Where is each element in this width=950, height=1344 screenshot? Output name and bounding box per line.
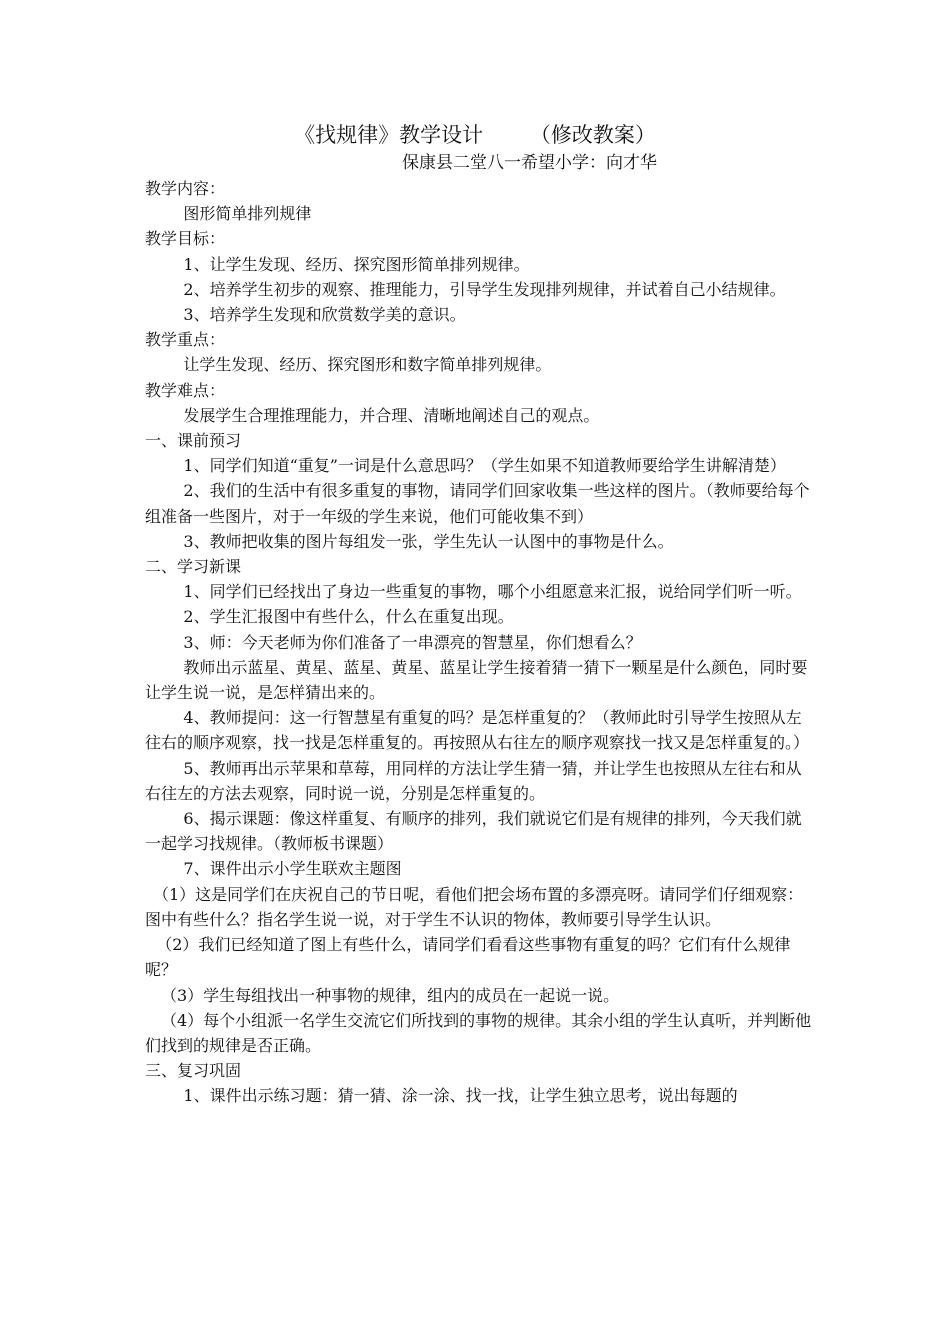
paragraph: 1、让学生发现、经历、探究图形简单排列规律。 xyxy=(183,254,530,274)
section-heading: 教学目标： xyxy=(145,229,226,249)
paragraph: 2、学生汇报图中有些什么，什么在重复出现。 xyxy=(183,607,514,627)
paragraph: 4、教师提问：这一行智慧星有重复的吗？是怎样重复的？（教师此时引导学生按照从左往右的顺序观察，找一找是怎样重复的。再按照从右往左的顺序观察找一找又是怎样重复的。） xyxy=(145,708,810,753)
document-title: 《找规律》教学设计 （修改教案） xyxy=(294,123,656,147)
section-heading: 二、学习新课 xyxy=(145,557,242,577)
paragraph: 发展学生合理推理能力，并合理、清晰地阐述自己的观点。 xyxy=(183,405,600,425)
paragraph: 6、揭示课题：像这样重复、有顺序的排列，我们就说它们是有规律的排列，今天我们就一起学习找规律。（教师板书课题） xyxy=(145,809,802,854)
paragraph: 5、教师再出示苹果和草莓，用同样的方法让学生猜一猜，并让学生也按照从左往右和从右往左的方法去观察，同时说一说，分别是怎样重复的。 xyxy=(145,758,802,803)
paragraph: 1、同学们已经找出了身边一些重复的事物，哪个小组愿意来汇报，说给同学们听一听。 xyxy=(183,582,802,602)
document-body xyxy=(145,176,815,1109)
author-line: 保康县二堂八一希望小学：向才华 xyxy=(402,153,657,173)
section-heading: 三、复习巩固 xyxy=(145,1061,242,1081)
paragraph: 图形简单排列规律 xyxy=(183,204,312,224)
sub-item: （2）我们已经知道了图上有些什么，请同学们看看这些事物有重复的吗？它们有什么规律呢？ xyxy=(145,935,791,980)
paragraph: 让学生发现、经历、探究图形和数字简单排列规律。 xyxy=(183,355,552,375)
paragraph: 1、同学们知道“重复”一词是什么意思吗？（学生如果不知道教师要给学生讲解清楚） xyxy=(183,456,786,476)
paragraph: 3、师：今天老师为你们准备了一串漂亮的智慧星，你们想看么？ xyxy=(183,632,642,652)
sub-item: （1）这是同学们在庆祝自己的节日呢，看他们把会场布置的多漂亮呀。请同学们仔细观察：图中有些什么？指名学生说一说，对于学生不认识的物体，教师要引导学生认识。 xyxy=(145,884,804,929)
paragraph: 7、课件出示小学生联欢主题图 xyxy=(183,859,402,879)
section-heading: 教学重点： xyxy=(145,330,226,350)
paragraph: 3、教师把收集的图片每组发一张，学生先认一认图中的事物是什么。 xyxy=(183,531,674,551)
paragraph: 1、课件出示练习题：猜一猜、涂一涂、找一找，让学生独立思考，说出每题的 xyxy=(183,1086,738,1106)
paragraph: 教师出示蓝星、黄星、蓝星、黄星、蓝星让学生接着猜一猜下一颗星是什么颜色，同时要让学生说一说，是怎样猜出来的。 xyxy=(145,657,808,703)
paragraph: 2、我们的生活中有很多重复的事物，请同学们回家收集一些这样的图片。（教师要给每个组准备一些图片，对于一年级的学生来说，他们可能收集不到） xyxy=(145,481,810,526)
section-heading: 教学难点： xyxy=(145,380,226,400)
paragraph: 2、培养学生初步的观察、推理能力，引导学生发现排列规律，并试着自己小结规律。 xyxy=(183,279,786,299)
sub-item: （3）学生每组找出一种事物的规律，组内的成员在一起说一说。 xyxy=(161,985,620,1005)
section-heading: 一、课前预习 xyxy=(145,431,242,451)
section-heading: 教学内容： xyxy=(145,179,226,198)
sub-item: （4）每个小组派一名学生交流它们所找到的事物的规律。其余小组的学生认真听，并判断他们找到的规律是否正确。 xyxy=(145,1010,812,1055)
paragraph: 3、培养学生发现和欣赏数学美的意识。 xyxy=(183,305,466,325)
